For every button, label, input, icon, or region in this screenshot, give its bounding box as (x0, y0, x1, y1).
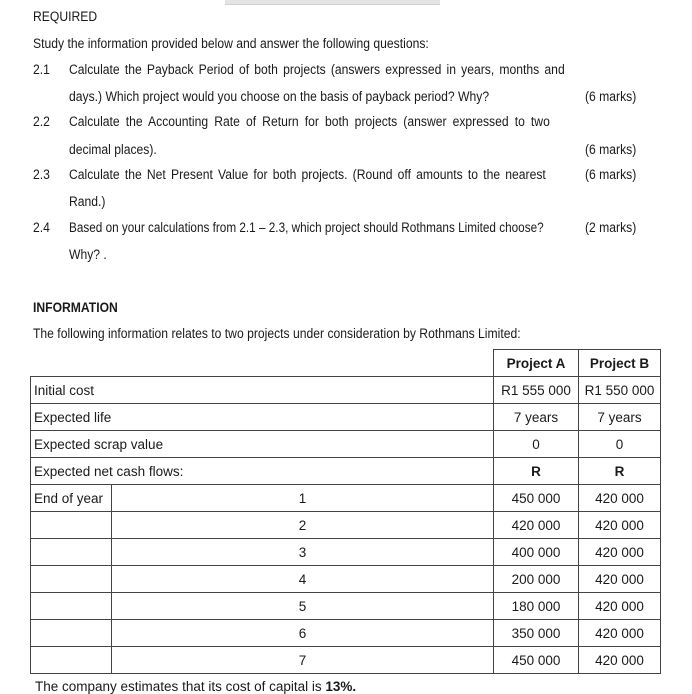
cash-flow-row (31, 593, 661, 620)
information-heading: INFORMATION (33, 300, 118, 315)
year-number: 3 (112, 539, 494, 566)
question-text: Based on your calculations from 2.1 – 2.3, which project should Rothmans Limited choose? (69, 220, 544, 235)
cash-flow-row (31, 620, 661, 647)
year-number: 6 (112, 620, 494, 647)
project-a-cash-flow: 200 000 (494, 566, 579, 593)
question-marks: (2 marks) (585, 220, 637, 235)
project-b-value: 0 (579, 431, 661, 458)
project-a-cash-flow: 350 000 (494, 620, 579, 647)
cash-flow-row (31, 539, 661, 566)
question-marks: (6 marks) (585, 142, 637, 157)
project-b-cash-flow: 420 000 (579, 539, 661, 566)
project-b-cash-flow: 420 000 (579, 593, 661, 620)
project-a-value: R (494, 458, 579, 485)
project-table (30, 349, 661, 674)
cash-flow-row (31, 566, 661, 593)
table-row (31, 458, 661, 485)
question-text: Why? . (69, 247, 107, 262)
question-text: decimal places). (69, 142, 157, 157)
question-text: Rand.) (69, 194, 106, 209)
project-a-cash-flow: 180 000 (494, 593, 579, 620)
project-b-cash-flow: 420 000 (579, 512, 661, 539)
row-label: Expected net cash flows: (31, 458, 494, 485)
project-a-cash-flow: 450 000 (494, 485, 579, 512)
cost-of-capital-note: The company estimates that its cost of capital is 13%. (35, 679, 357, 694)
question-text: Calculate the Accounting Rate of Return for both projects (answer expressed to two (69, 114, 550, 129)
required-heading: REQUIRED (33, 9, 98, 24)
end-of-year-label: End of year (31, 485, 112, 512)
project-a-value: 0 (494, 431, 579, 458)
year-number: 7 (112, 647, 494, 674)
year-number: 5 (112, 593, 494, 620)
table-row (31, 404, 661, 431)
information-intro: The following information relates to two projects under consideration by Rothmans Limited: (33, 326, 521, 341)
question-marks: (6 marks) (585, 89, 637, 104)
question-marks: (6 marks) (585, 167, 637, 182)
project-a-value: 7 years (494, 404, 579, 431)
question-number: 2.3 (33, 167, 50, 182)
project-a-value: R1 555 000 (494, 377, 579, 404)
project-a-cash-flow: 420 000 (494, 512, 579, 539)
column-header-project-b: Project B (579, 350, 661, 377)
cash-flow-row (31, 485, 661, 512)
project-b-cash-flow: 420 000 (579, 566, 661, 593)
year-number: 2 (112, 512, 494, 539)
question-text: days.) Which project would you choose on the basis of payback period? Why? (69, 89, 490, 104)
table-row (31, 431, 661, 458)
question-number: 2.2 (33, 114, 50, 129)
cash-flow-row (31, 512, 661, 539)
question-text: Calculate the Net Present Value for both projects. (Round off amounts to the nearest (69, 167, 546, 182)
question-number: 2.1 (33, 62, 50, 77)
window-top-bar (225, 0, 440, 5)
table-header-row (31, 350, 661, 377)
row-label: Expected life (31, 404, 494, 431)
row-label: Expected scrap value (31, 431, 494, 458)
project-b-cash-flow: 420 000 (579, 620, 661, 647)
required-intro: Study the information provided below and answer the following questions: (33, 36, 429, 51)
question-text: Calculate the Payback Period of both projects (answers expressed in years, months and (69, 62, 565, 77)
project-b-value: R1 550 000 (579, 377, 661, 404)
column-header-project-a: Project A (494, 350, 579, 377)
year-number: 4 (112, 566, 494, 593)
project-a-cash-flow: 450 000 (494, 647, 579, 674)
cost-of-capital-rate: 13%. (325, 679, 357, 694)
project-b-value: R (579, 458, 661, 485)
table-row (31, 377, 661, 404)
question-number: 2.4 (33, 220, 50, 235)
cash-flow-row (31, 647, 661, 674)
project-b-cash-flow: 420 000 (579, 485, 661, 512)
project-a-cash-flow: 400 000 (494, 539, 579, 566)
project-b-cash-flow: 420 000 (579, 647, 661, 674)
project-b-value: 7 years (579, 404, 661, 431)
year-number: 1 (112, 485, 494, 512)
row-label: Initial cost (31, 377, 494, 404)
